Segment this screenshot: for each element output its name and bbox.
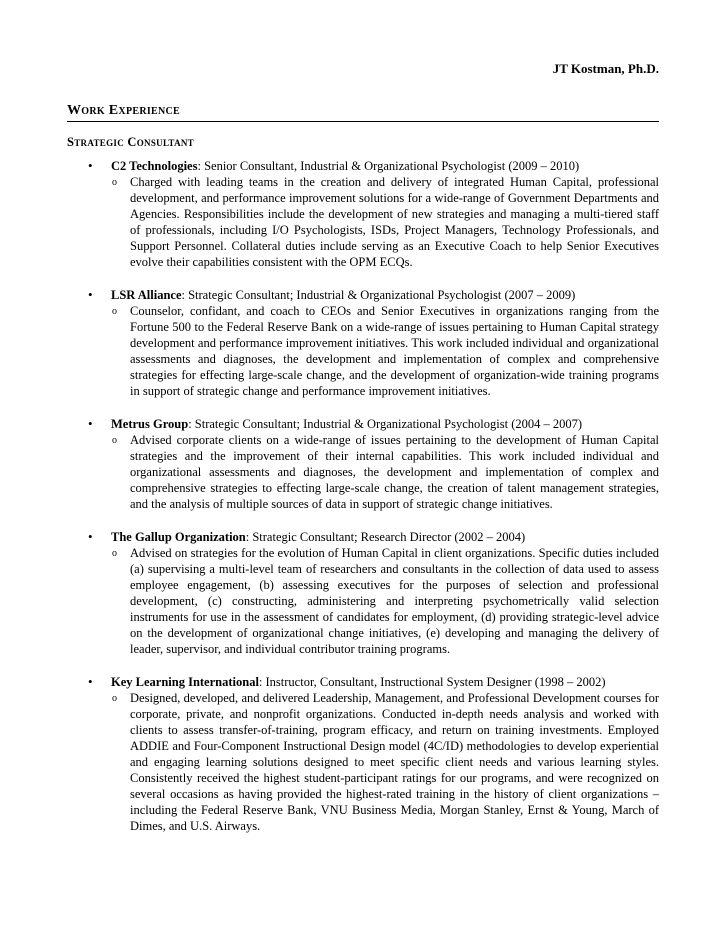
entry-organization: LSR Alliance [111, 288, 182, 302]
circle-bullet-icon: o [112, 306, 117, 317]
entry-detail [111, 545, 659, 657]
entry-detail [111, 303, 659, 399]
entry-description: Counselor, confidant, and coach to CEOs and Senior Executives in organizations ranging from the Fortune 500 to the Federal Reserve Bank on a wide-range of issues pertaining to Human Capital strategy development and performance improvement initiatives. This work included individual and organizational assessments and diagnoses, the development and implementation of complex and comprehensive strategies for effecting large-scale change, and the development of organization-wide training programs in support of strategic change and performance improvement initiatives. [130, 304, 659, 398]
entry-heading [111, 158, 659, 174]
entry-heading [111, 287, 659, 303]
entry-description: Charged with leading teams in the creation and delivery of integrated Human Capital, professional development, and performance improvement solutions for a wide-range of Government Departments and Agencies. Responsibilities include the development of new strategies and managing a multi-tiered staff of professionals, including I/O Psychologists, ISDs, Project Managers, Technology Professionals, and Support Personnel. Collateral duties include serving as an Executive Coach to help Senior Executives evolve their capabilities consistent with the OPM ECQs. [130, 175, 659, 269]
entry-role: : Senior Consultant, Industrial & Organizational Psychologist (2009 – 2010) [197, 159, 580, 173]
entry-description: Advised on strategies for the evolution of Human Capital in client organizations. Specific duties included (a) supervising a multi-level team of researchers and consultants in the collection of data used to assess employee engagement, (b) assessing executives for the purposes of selection and professional development, (c) constructing, administering and interpreting psychometrically valid selection instruments for use in the assessment of candidates for employment, (d) providing strategic-level advice on the development of organizational change initiatives, (e) developing and managing the delivery of leader, supervisor, and individual contributor training programs. [130, 546, 659, 656]
entry-detail [111, 432, 659, 512]
bullet-icon: • [88, 416, 93, 431]
circle-bullet-icon: o [112, 548, 117, 559]
entry-organization: The Gallup Organization [111, 530, 246, 544]
circle-bullet-icon: o [112, 693, 117, 704]
subsection-title: Strategic Consultant [67, 135, 194, 149]
entry-heading [111, 674, 659, 690]
entry-role: : Strategic Consultant; Industrial & Organizational Psychologist (2004 – 2007) [188, 417, 583, 431]
entry-role: : Strategic Consultant; Industrial & Organizational Psychologist (2007 – 2009) [181, 288, 576, 302]
section-divider [67, 121, 659, 122]
entry-detail [111, 690, 659, 834]
experience-list [67, 158, 659, 851]
bullet-icon: • [88, 674, 93, 689]
experience-entry [67, 674, 659, 834]
entry-detail [111, 174, 659, 270]
experience-entry [67, 416, 659, 512]
entry-description: Designed, developed, and delivered Leadership, Management, and Professional Development courses for corporate, private, and nonprofit organizations. Conducted in-depth needs analysis and worked with clients to assess transfer-of-training, program efficacy, and return on training investments. Employed ADDIE and Four-Component Instructional Design model (4C/ID) methodologies to develop experiential and engaging learning solutions designed to meet specific client needs and various learning styles. Consistently received the highest student-participant ratings for our programs, and were recognized on several occasions as having provided the highest-rated training in the history of client organizations – including the Federal Reserve Bank, VNU Business Media, Morgan Stanley, Ernst & Young, March of Dimes, and U.S. Airways. [130, 691, 659, 833]
entry-heading [111, 529, 659, 545]
circle-bullet-icon: o [112, 177, 117, 188]
experience-entry [67, 287, 659, 399]
entry-heading [111, 416, 659, 432]
entry-organization: C2 Technologies [111, 159, 198, 173]
entry-role: : Instructor, Consultant, Instructional System Designer (1998 – 2002) [258, 675, 606, 689]
bullet-icon: • [88, 287, 93, 302]
experience-entry [67, 158, 659, 270]
entry-description: Advised corporate clients on a wide-range of issues pertaining to the development of Human Capital strategies and the improvement of their internal capabilities. This work included individual and organizational assessments and diagnoses, the development and implementation of complex and comprehensive strategies to effecting large-scale change, the creation of talent management strategies, and the analysis of multiple sources of data in support of strategic change initiatives. [130, 433, 659, 511]
author-name: JT Kostman, Ph.D. [552, 61, 659, 76]
bullet-icon: • [88, 158, 93, 173]
entry-organization: Metrus Group [111, 417, 189, 431]
experience-entry [67, 529, 659, 657]
entry-organization: Key Learning International [111, 675, 259, 689]
entry-role: : Strategic Consultant; Research Director (2002 – 2004) [245, 530, 526, 544]
bullet-icon: • [88, 529, 93, 544]
section-title: Work Experience [67, 103, 181, 118]
circle-bullet-icon: o [112, 435, 117, 446]
